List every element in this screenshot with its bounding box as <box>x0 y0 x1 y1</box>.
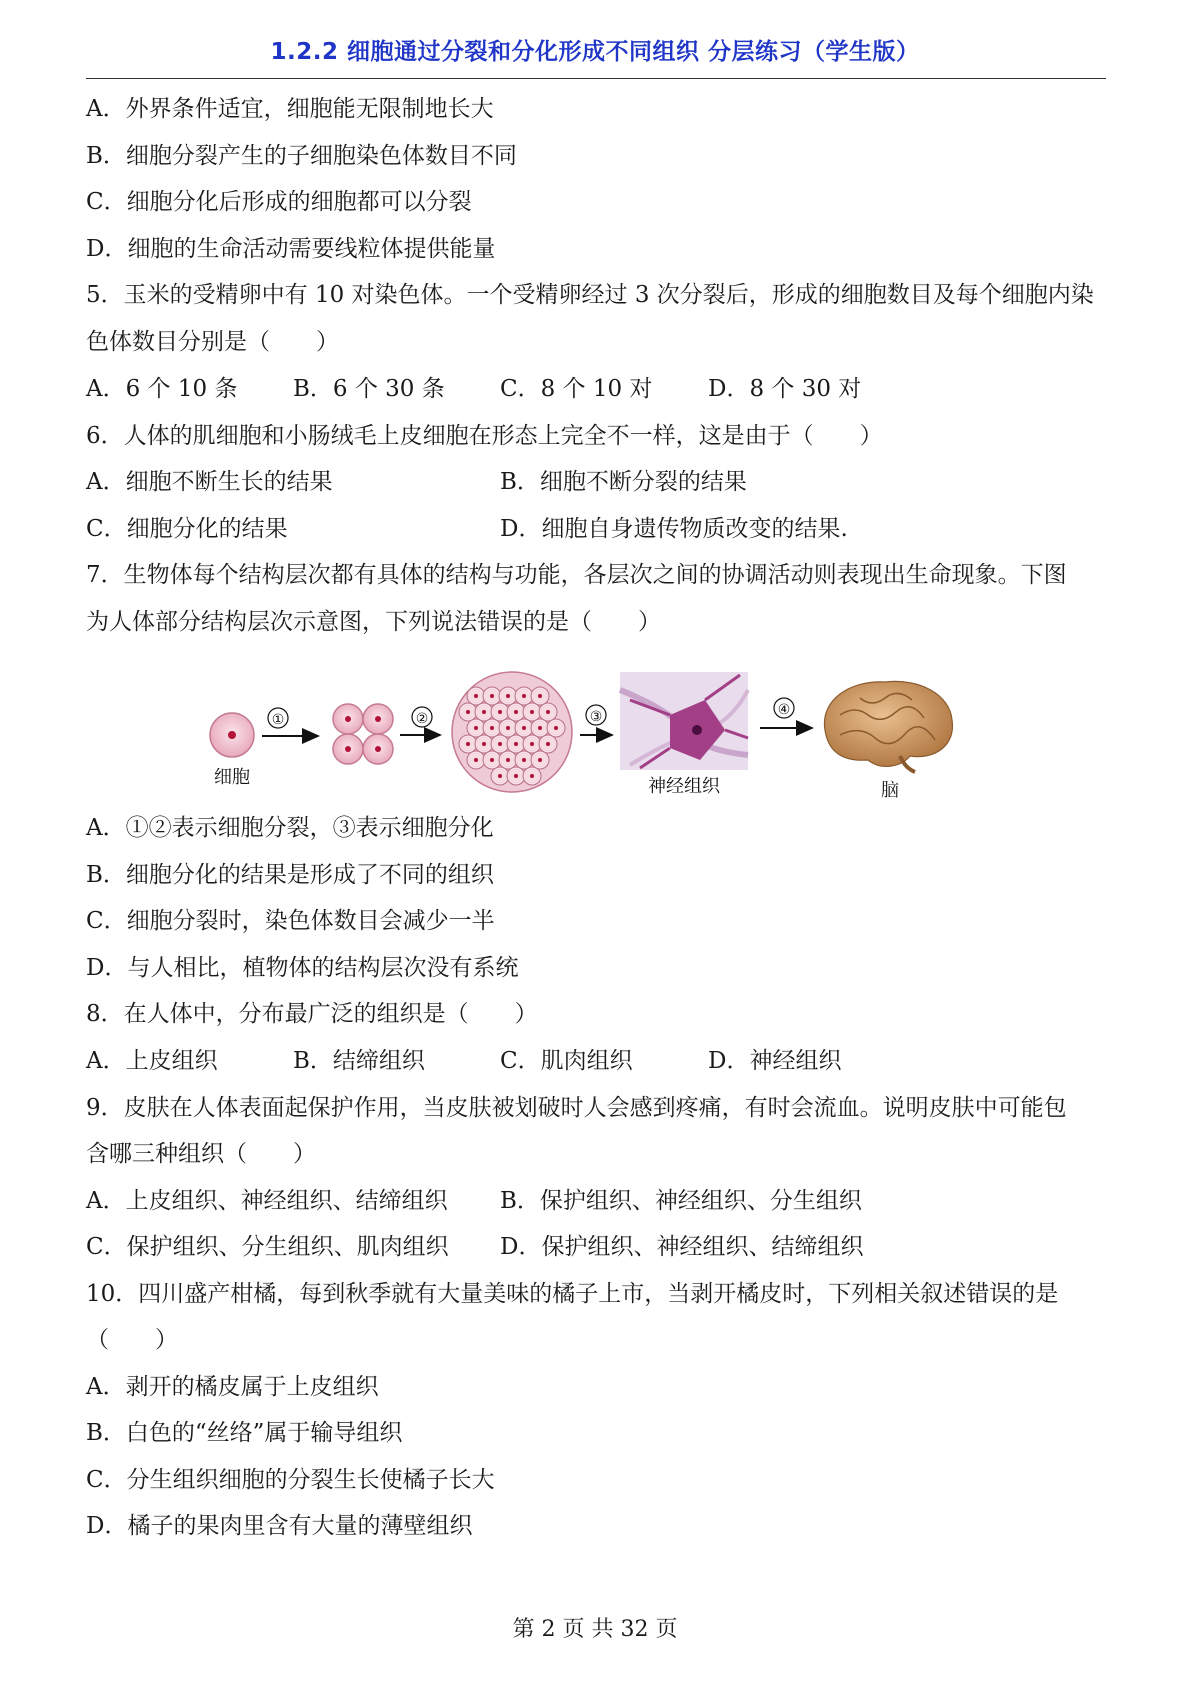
q10-stem-line2: （ ） <box>86 1327 178 1353</box>
q9-stem-line2: 含哪三种组织（ ） <box>86 1141 316 1167</box>
q5-option-b: B．6 个 30 条 <box>293 376 445 402</box>
q5-option-a: A．6 个 10 条 <box>86 376 238 402</box>
q8-option-c: C．肌肉组织 <box>500 1048 633 1074</box>
q5-option-c: C．8 个 10 对 <box>500 376 653 402</box>
q8-option-b: B．结缔组织 <box>293 1048 425 1074</box>
q10-option-c: C．分生组织细胞的分裂生长使橘子长大 <box>86 1467 495 1493</box>
q5-stem-line1: 5．玉米的受精卵中有 10 对染色体。一个受精卵经过 3 次分裂后，形成的细胞数目及每个细胞内染 <box>86 282 1094 308</box>
q5-stem-line2: 色体数目分别是（ ） <box>86 329 339 355</box>
q4-option-a: A．外界条件适宜，细胞能无限制地长大 <box>86 96 494 122</box>
q7-option-c: C．细胞分裂时，染色体数目会减少一半 <box>86 908 495 934</box>
q7-option-b: B．细胞分化的结果是形成了不同的组织 <box>86 862 494 888</box>
q5-option-d: D．8 个 30 对 <box>708 376 862 402</box>
four-cells-icon <box>333 704 393 764</box>
step-1-label: ① <box>271 712 285 728</box>
q10-option-b: B．白色的“丝络”属于输导组织 <box>86 1420 403 1446</box>
q4-option-b: B．细胞分裂产生的子细胞染色体数目不同 <box>86 143 517 169</box>
step-3-label: ③ <box>589 709 603 725</box>
q9-option-c: C．保护组织、分生组织、肌肉组织 <box>86 1234 449 1260</box>
page-header-title: 1.2.2 细胞通过分裂和分化形成不同组织 分层练习（学生版） <box>270 39 920 65</box>
diagram-label-brain: 脑 <box>881 780 899 801</box>
q4-option-d: D．细胞的生命活动需要线粒体提供能量 <box>86 236 496 262</box>
q9-option-b: B．保护组织、神经组织、分生组织 <box>500 1188 862 1214</box>
q6-option-a: A．细胞不断生长的结果 <box>86 469 333 495</box>
q6-option-d: D．细胞自身遗传物质改变的结果. <box>500 516 848 542</box>
diagram-label-cell: 细胞 <box>214 767 250 788</box>
q8-option-d: D．神经组织 <box>708 1048 842 1074</box>
q10-stem-line1: 10．四川盛产柑橘，每到秋季就有大量美味的橘子上市，当剥开橘皮时，下列相关叙述错误的是 <box>86 1281 1059 1307</box>
step-4-label: ④ <box>777 702 791 718</box>
step-2-label: ② <box>415 711 429 727</box>
q6-stem: 6．人体的肌细胞和小肠绒毛上皮细胞在形态上完全不一样，这是由于（ ） <box>86 423 883 449</box>
q8-option-a: A．上皮组织 <box>86 1048 218 1074</box>
q7-stem-line1: 7．生物体每个结构层次都有具体的结构与功能，各层次之间的协调活动则表现出生命现象。下图 <box>86 562 1067 588</box>
page-footer: 第 2 页 共 32 页 <box>512 1617 678 1642</box>
single-cell-icon <box>210 713 254 757</box>
q4-option-c: C．细胞分化后形成的细胞都可以分裂 <box>86 189 472 215</box>
q8-stem: 8．在人体中，分布最广泛的组织是（ ） <box>86 1001 538 1027</box>
q9-option-d: D．保护组织、神经组织、结缔组织 <box>500 1234 864 1260</box>
cell-cluster-icon <box>452 672 572 792</box>
brain-icon <box>824 681 952 772</box>
header-divider <box>86 78 1106 79</box>
q7-option-a: A．①②表示细胞分裂，③表示细胞分化 <box>86 815 494 841</box>
q10-option-a: A．剥开的橘皮属于上皮组织 <box>86 1374 379 1400</box>
q6-option-c: C．细胞分化的结果 <box>86 516 288 542</box>
q7-stem-line2: 为人体部分结构层次示意图，下列说法错误的是（ ） <box>86 609 661 635</box>
q9-stem-line1: 9．皮肤在人体表面起保护作用，当皮肤被划破时人会感到疼痛，有时会流血。说明皮肤中可能包 <box>86 1095 1067 1121</box>
nerve-tissue-image <box>620 672 748 770</box>
q9-option-a: A．上皮组织、神经组织、结缔组织 <box>86 1188 448 1214</box>
q7-option-d: D．与人相比，植物体的结构层次没有系统 <box>86 955 519 981</box>
structure-levels-diagram <box>200 660 1000 810</box>
diagram-label-nerve-tissue: 神经组织 <box>648 776 720 797</box>
q10-option-d: D．橘子的果肉里含有大量的薄壁组织 <box>86 1513 473 1539</box>
q6-option-b: B．细胞不断分裂的结果 <box>500 469 747 495</box>
